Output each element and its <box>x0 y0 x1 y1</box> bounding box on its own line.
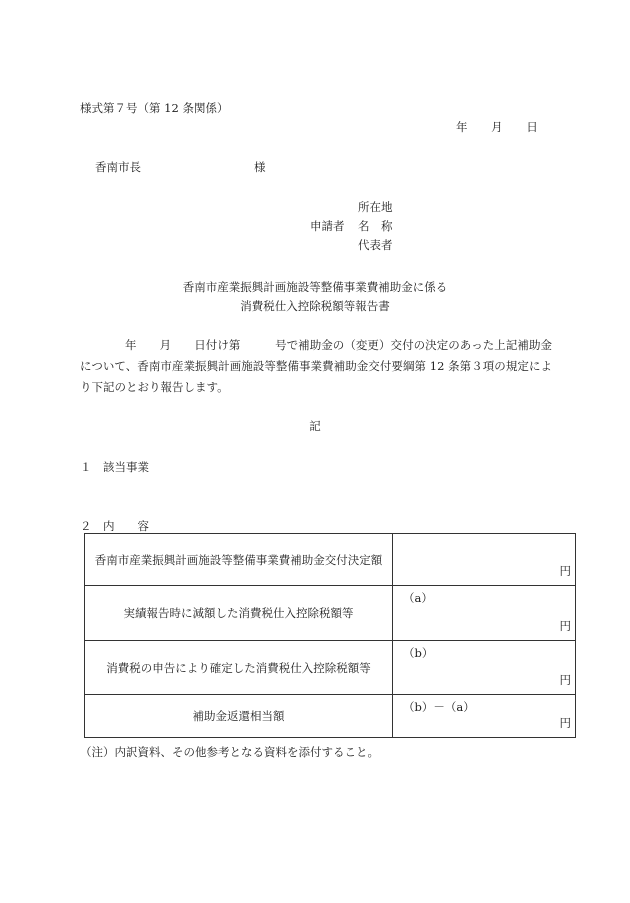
table-row <box>85 641 576 695</box>
value-cell[interactable] <box>393 695 576 738</box>
section-1-heading: １ 該当事業 <box>80 460 149 474</box>
footnote: （注）内訳資料、その他参考となる資料を添付すること。 <box>80 745 379 759</box>
yen-unit: 円 <box>559 564 571 578</box>
contents-table <box>84 533 576 738</box>
row-code: （b）－（a） <box>403 700 475 714</box>
date-month: 月 <box>491 120 503 134</box>
body-paragraph: 年 月 日付け第 号で補助金の（変更）交付の決定のあった上記補助金について、香南市産業振興計画施設等整備事業費補助金交付要綱第 12 条第３項の規定により下記のとおり報告します。 <box>80 338 552 394</box>
section-2-heading: ２ 内 容 <box>80 519 149 533</box>
addressee-honorific: 様 <box>254 160 266 174</box>
value-cell[interactable] <box>393 534 576 586</box>
ki-heading: 記 <box>309 419 321 433</box>
value-cell[interactable] <box>393 641 576 695</box>
table-row <box>85 695 576 738</box>
date-line <box>456 119 558 135</box>
document-title-line1: 香南市産業振興計画施設等整備事業費補助金に係る <box>182 280 448 294</box>
date-year: 年 <box>456 120 468 134</box>
row-label: 消費税の申告により確定した消費税仕入控除税額等 <box>85 641 393 695</box>
applicant-address-label: 所在地 <box>358 200 393 214</box>
date-day: 日 <box>526 120 538 134</box>
value-cell[interactable] <box>393 586 576 641</box>
applicant-label: 申請者 <box>310 219 345 233</box>
row-code: （b） <box>403 646 434 660</box>
yen-unit: 円 <box>559 673 571 687</box>
table-row <box>85 586 576 641</box>
row-code: （a） <box>403 591 433 605</box>
yen-unit: 円 <box>559 716 571 730</box>
row-label: 香南市産業振興計画施設等整備事業費補助金交付決定額 <box>85 534 393 586</box>
addressee-name: 香南市長 <box>95 160 141 174</box>
document-title-line2: 消費税仕入控除税額等報告書 <box>240 299 390 313</box>
row-label: 補助金返還相当額 <box>85 695 393 738</box>
table-row <box>85 534 576 586</box>
yen-unit: 円 <box>559 619 571 633</box>
row-label: 実績報告時に減額した消費税仕入控除税額等 <box>85 586 393 641</box>
applicant-representative-label: 代表者 <box>358 238 393 252</box>
form-number: 様式第７号（第 12 条関係） <box>80 101 229 115</box>
applicant-name-label: 名 称 <box>358 219 393 233</box>
